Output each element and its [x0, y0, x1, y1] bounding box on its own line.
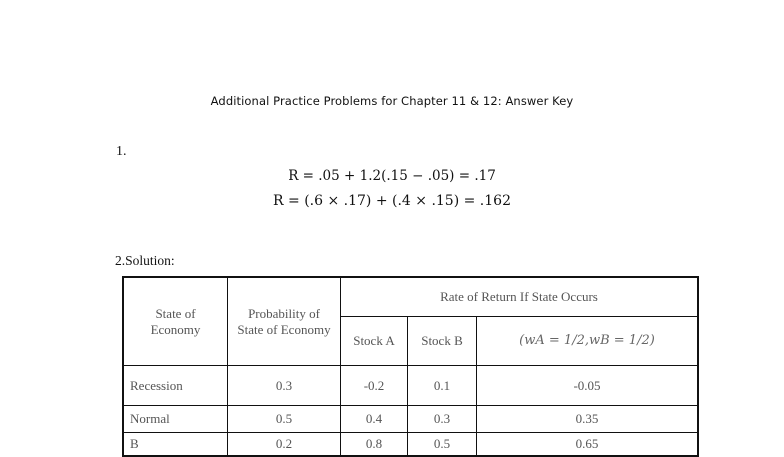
row-state: Normal	[123, 406, 228, 433]
row-stock-b: 0.3	[408, 406, 477, 433]
row-stock-b: 0.5	[408, 433, 477, 457]
header-probability-text: Probability of State of Economy	[237, 305, 331, 337]
equation-capm: R = .05 + 1.2(.15 − .05) = .17	[288, 168, 496, 184]
table-row	[123, 433, 698, 457]
question-1-number: 1.	[116, 144, 127, 159]
header-rate-of-return: Rate of Return If State Occurs	[341, 277, 699, 317]
equation-portfolio-return: R = (.6 × .17) + (.4 × .15) = .162	[273, 193, 511, 209]
header-state-of-economy	[123, 277, 228, 366]
row-state: B	[123, 433, 228, 457]
row-stock-a: 0.4	[341, 406, 408, 433]
header-probability	[228, 277, 341, 366]
row-probability: 0.5	[228, 406, 341, 433]
header-portfolio-weights: (wA = 1/2,wB = 1/2)	[477, 317, 699, 366]
header-stock-b: Stock B	[408, 317, 477, 366]
row-state: Recession	[123, 366, 228, 406]
returns-table	[122, 276, 699, 457]
table-row	[123, 406, 698, 433]
row-stock-a: -0.2	[341, 366, 408, 406]
row-portfolio: 0.35	[477, 406, 699, 433]
row-probability: 0.2	[228, 433, 341, 457]
table-row	[123, 366, 698, 406]
row-stock-b: 0.1	[408, 366, 477, 406]
row-probability: 0.3	[228, 366, 341, 406]
table-header-row	[123, 277, 698, 317]
row-portfolio: 0.65	[477, 433, 699, 457]
row-stock-a: 0.8	[341, 433, 408, 457]
document-title: Additional Practice Problems for Chapter 11 & 12: Answer Key	[210, 94, 574, 108]
header-stock-a: Stock A	[341, 317, 408, 366]
header-state-text: State of Economy	[150, 305, 201, 337]
row-portfolio: -0.05	[477, 366, 699, 406]
question-2-label: 2.Solution:	[115, 253, 175, 268]
